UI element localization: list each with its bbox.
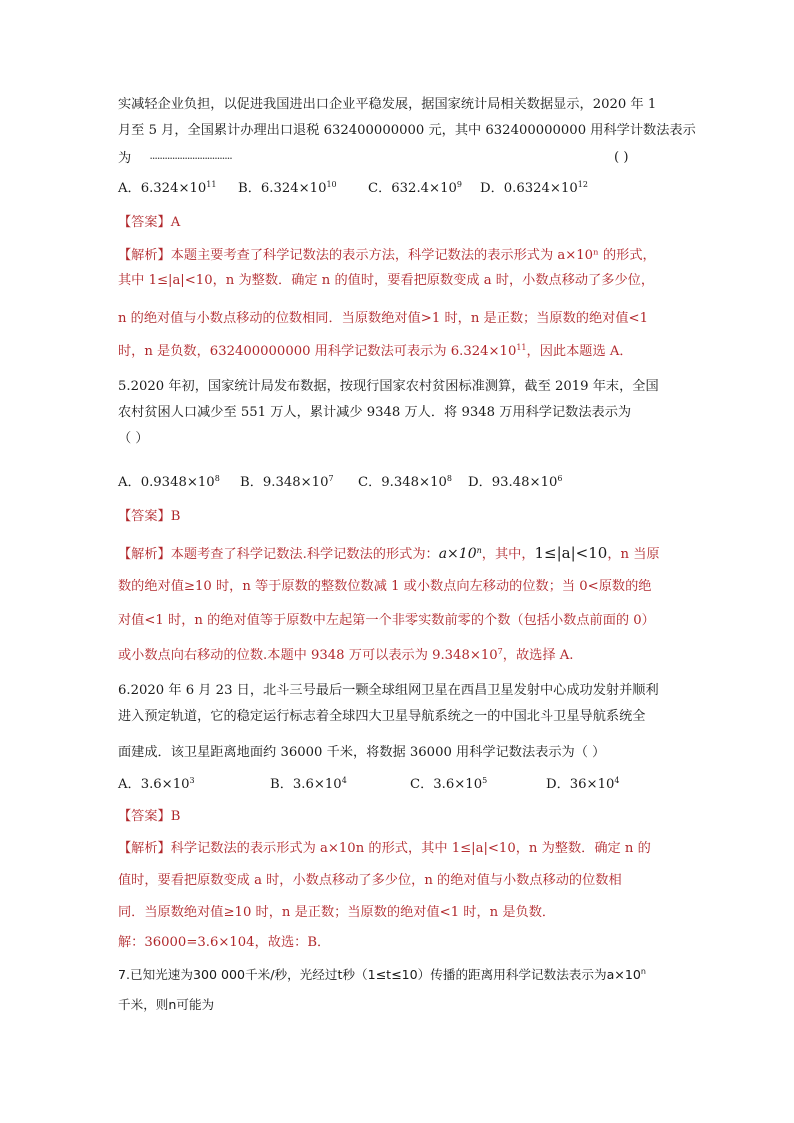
q4-answer-value: A bbox=[170, 215, 181, 230]
q4-analysis-2: 其中 1≤|a|<10，n 为整数．确定 n 的值时，要看把原数变成 a 时，小数点移动了多少位， bbox=[118, 273, 655, 288]
q6-analysis-tag: 【解析】 bbox=[118, 841, 171, 856]
q4-paren: ( ) bbox=[614, 150, 629, 165]
q4-analysis-3: n 的绝对值与小数点移动的位数相同．当原数绝对值>1 时，n 是正数；当原数的绝对值<1 bbox=[118, 311, 649, 326]
q6-line-2: 进入预定轨道，它的稳定运行标志着全球四大卫星导航系统之一的中国北斗卫星导航系统全 bbox=[118, 709, 646, 724]
q6-answer-tag: 【答案】 bbox=[118, 809, 171, 824]
q4-line-1: 实减轻企业负担，以促进我国进出口企业平稳发展，据国家统计局相关数据显示，2020 年 1 bbox=[118, 97, 657, 112]
q5-analysis-4: 或小数点向右移动的位数.本题中 9348 万可以表示为 $9.348\times 10^7$，故选择 A. bbox=[118, 647, 574, 663]
q6-analysis-3: 同．当原数绝对值≥10 时，n 是正数；当原数的绝对值<1 时，n 是负数． bbox=[118, 905, 556, 920]
q6-option-c: C．$3.6\times 10^5$ bbox=[410, 776, 488, 792]
q6-option-b: B．$3.6\times 10^4$ bbox=[270, 776, 347, 792]
q5-analysis-tag: 【解析】 bbox=[118, 547, 171, 562]
q4-option-b: B．$6.324\times 10^{10}$ bbox=[238, 180, 337, 196]
q4-line-3 bbox=[118, 150, 678, 168]
q4-option-a: A．$6.324\times 10^{11}$ bbox=[118, 180, 217, 196]
q6-answer bbox=[118, 808, 678, 826]
q4-answer-tag: 【答案】 bbox=[118, 215, 171, 230]
q5-option-c: C．$9.348\times 10^8$ bbox=[358, 474, 452, 490]
q6-option-a: A．$3.6\times 10^3$ bbox=[118, 776, 195, 792]
q4-answer bbox=[118, 214, 678, 232]
q5-answer bbox=[118, 508, 678, 526]
q6-solution: 解：36000=3.6×104，故选：B． bbox=[118, 935, 331, 950]
q5-line-1: 5.2020 年初，国家统计局发布数据，按现行国家农村贫困标准测算，截至 2019 年末，全国 bbox=[118, 379, 659, 394]
q6-line-3: 面建成．该卫星距离地面约 36000 千米，将数据 36000 用科学记数法表示为（ ） bbox=[118, 745, 606, 760]
q6-line-1: 6.2020 年 6 月 23 日，北斗三号最后一颗全球组网卫星在西昌卫星发射中心成功发射并顺利 bbox=[118, 683, 659, 698]
q4-option-d: D．$0.6324\times 10^{12}$ bbox=[480, 180, 588, 196]
q5-answer-tag: 【答案】 bbox=[118, 509, 171, 524]
q4-line-2: 月至 5 月，全国累计办理出口退税 632400000000 元，其中 632400000000 用科学计数法表示 bbox=[118, 123, 696, 138]
q6-answer-value: B bbox=[170, 809, 181, 824]
q5-line-2: 农村贫困人口减少至 551 万人，累计减少 9348 万人．将 9348 万用科学记数法表示为 bbox=[118, 405, 632, 420]
q5-answer-value: B bbox=[170, 509, 181, 524]
q5-option-b: B．$9.348\times 10^7$ bbox=[240, 474, 334, 490]
q5-analysis-1: 【解析】本题考查了科学记数法.科学记数法的形式为：$a\times 10^n$，其中，1≤|a|<10，n 当原 bbox=[118, 544, 660, 562]
q4-line-3-text: 为 bbox=[118, 151, 132, 166]
q4-analysis-tag: 【解析】 bbox=[118, 248, 171, 263]
q7-line-1: 7.已知光速为300 000千米/秒，光经过t秒（1≤t≤10）传播的距离用科学记数法表示为$a\times 10^n$ bbox=[118, 967, 646, 982]
q5-analysis-2: 数的绝对值≥10 时，n 等于原数的整数位数减 1 或小数点向左移动的位数；当 0<原数的绝 bbox=[118, 579, 652, 594]
q4-option-c: C．$632.4\times 10^9$ bbox=[368, 180, 462, 196]
q4-analysis-1: 【解析】本题主要考查了科学记数法的表示方法，科学记数法的表示形式为 a×10ⁿ 的形式， bbox=[118, 248, 656, 263]
q5-line-3: （ ） bbox=[118, 431, 149, 446]
q6-option-d: D．$36\times 10^4$ bbox=[546, 776, 620, 792]
q5-option-a: A．$0.9348\times 10^8$ bbox=[118, 474, 220, 490]
q4-analysis-4: 时，n 是负数，632400000000 用科学记数法可表示为 $6.324\times 10^{11}$，因此本题选 A． bbox=[118, 343, 633, 359]
q5-analysis-3: 对值<1 时，n 的绝对值等于原数中左起第一个非零实数前零的个数（包括小数点前面的 0） bbox=[118, 613, 655, 628]
q5-option-d: D．$93.48\times 10^6$ bbox=[468, 474, 563, 490]
q6-analysis-1: 【解析】科学记数法的表示形式为 a×10n 的形式，其中 1≤|a|<10，n 为整数．确定 n 的 bbox=[118, 841, 651, 856]
q7-line-2: 千米，则n可能为 bbox=[118, 997, 215, 1012]
q4-dots: ································· bbox=[149, 152, 232, 165]
q6-analysis-2: 值时，要看把原数变成 a 时，小数点移动了多少位，n 的绝对值与小数点移动的位数相 bbox=[118, 873, 622, 888]
